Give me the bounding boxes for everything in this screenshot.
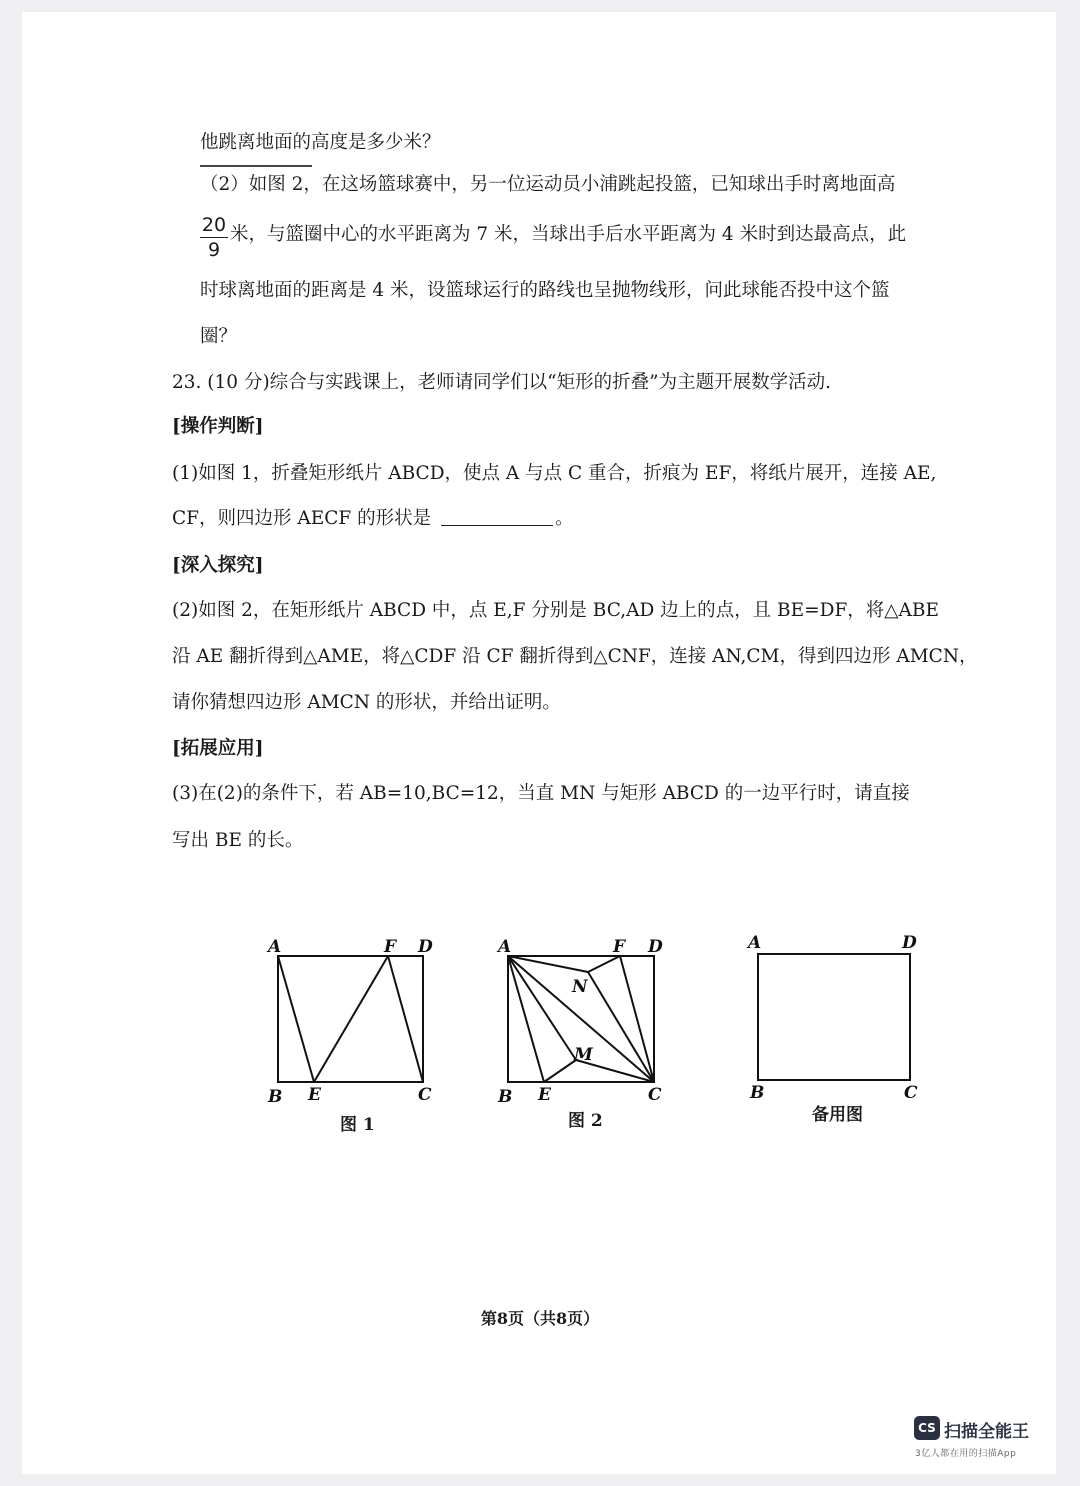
fig2-caption: 图 2 xyxy=(568,1111,603,1131)
fig2-segment-me xyxy=(544,1060,576,1082)
fig2-segment-nf xyxy=(588,956,620,972)
p23-q3-line2: 写出 BE 的长。 xyxy=(172,830,304,851)
fig2-label-c: C xyxy=(648,1085,662,1105)
section-title-operation: [操作判断] xyxy=(172,416,264,437)
fig1-segment-ae xyxy=(278,956,314,1082)
fig1-label-c: C xyxy=(418,1085,432,1105)
figure-spare xyxy=(740,930,930,1110)
p22-part2-line4: 圈？ xyxy=(200,326,238,347)
p23-q2-line2: 沿 AE 翻折得到△AME，将△CDF 沿 CF 翻折得到△CNF，连接 AN,CM，得到四边形 AMCN， xyxy=(172,646,978,667)
fig2-label-a: A xyxy=(498,937,512,957)
fig1-label-a: A xyxy=(268,937,282,957)
spare-label-c: C xyxy=(904,1083,918,1103)
cs-logo-icon: CS xyxy=(914,1416,940,1440)
fraction-denominator: 9 xyxy=(207,239,221,261)
fig2-label-f: F xyxy=(613,937,626,957)
p23-q2-line3: 请你猜想四边形 AMCN 的形状，并给出证明。 xyxy=(172,692,561,713)
fig2-label-b: B xyxy=(498,1087,513,1107)
p23-q2-line1: (2)如图 2，在矩形纸片 ABCD 中，点 E,F 分别是 BC,AD 边上的点，且 BE=DF，将△ABE xyxy=(172,600,939,621)
p23-q1-line1: (1)如图 1，折叠矩形纸片 ABCD，使点 A 与点 C 重合，折痕为 EF，将纸片展开，连接 AE, xyxy=(172,463,937,484)
spare-label-a: A xyxy=(748,933,762,953)
fig2-label-n: N xyxy=(572,977,588,997)
fig2-segment-an xyxy=(508,956,588,972)
fig2-segment-fc xyxy=(620,956,654,1082)
section-title-extend: [拓展应用] xyxy=(172,738,264,759)
p22-part2-line2: 米，与篮圈中心的水平距离为 7 米，当球出手后水平距离为 4 米时到达最高点，此 xyxy=(230,224,907,245)
fig1-label-d: D xyxy=(418,937,433,957)
figure-2 xyxy=(490,930,670,1110)
p22-part2-line3: 时球离地面的距离是 4 米，设篮球运行的路线也呈抛物线形，问此球能否投中这个篮 xyxy=(200,280,890,301)
spare-label-b: B xyxy=(750,1083,765,1103)
fig2-label-d: D xyxy=(648,937,663,957)
q1-end: 。 xyxy=(555,508,574,529)
fig1-label-b: B xyxy=(268,1087,283,1107)
watermark-tagline: 3亿人都在用的扫描App xyxy=(915,1449,1017,1459)
fig1-segment-ef xyxy=(314,956,388,1082)
fig1-label-e: E xyxy=(308,1085,321,1105)
fig1-label-f: F xyxy=(384,937,397,957)
fig1-segment-fc xyxy=(388,956,423,1082)
figure-1 xyxy=(260,930,440,1110)
fig2-segment-am xyxy=(508,956,576,1060)
fig2-label-m: M xyxy=(574,1045,593,1065)
p22-part2-line1: （2）如图 2，在这场篮球赛中，另一位运动员小浦跳起投篮，已知球出手时离地面高 xyxy=(200,174,896,195)
page-number: 第8页（共8页） xyxy=(480,1309,600,1328)
spare-rectangle xyxy=(758,954,910,1080)
spare-label-d: D xyxy=(902,933,917,953)
q1-text: CF，则四边形 AECF 的形状是 xyxy=(172,508,432,529)
section-title-explore: [深入探究] xyxy=(172,555,264,576)
answer-blank xyxy=(441,507,553,526)
fraction-20-9 xyxy=(200,214,228,261)
fig2-label-e: E xyxy=(538,1085,551,1105)
p23-intro: 23. (10 分)综合与实践课上，老师请同学们以“矩形的折叠”为主题开展数学活动. xyxy=(172,372,831,393)
fig2-segment-ae xyxy=(508,956,544,1082)
p22-line1: 他跳离地面的高度是多少米？ xyxy=(200,132,441,153)
watermark-name: 扫描全能王 xyxy=(944,1422,1029,1442)
p23-q1-line2 xyxy=(172,506,574,532)
p23-q3-line1: (3)在(2)的条件下，若 AB=10,BC=12，当直 MN 与矩形 ABCD 的一边平行时，请直接 xyxy=(172,783,910,804)
fraction-numerator: 20 xyxy=(201,214,227,236)
scan-underline-mark xyxy=(200,165,312,167)
fig1-caption: 图 1 xyxy=(340,1115,375,1135)
spare-caption: 备用图 xyxy=(812,1105,863,1125)
